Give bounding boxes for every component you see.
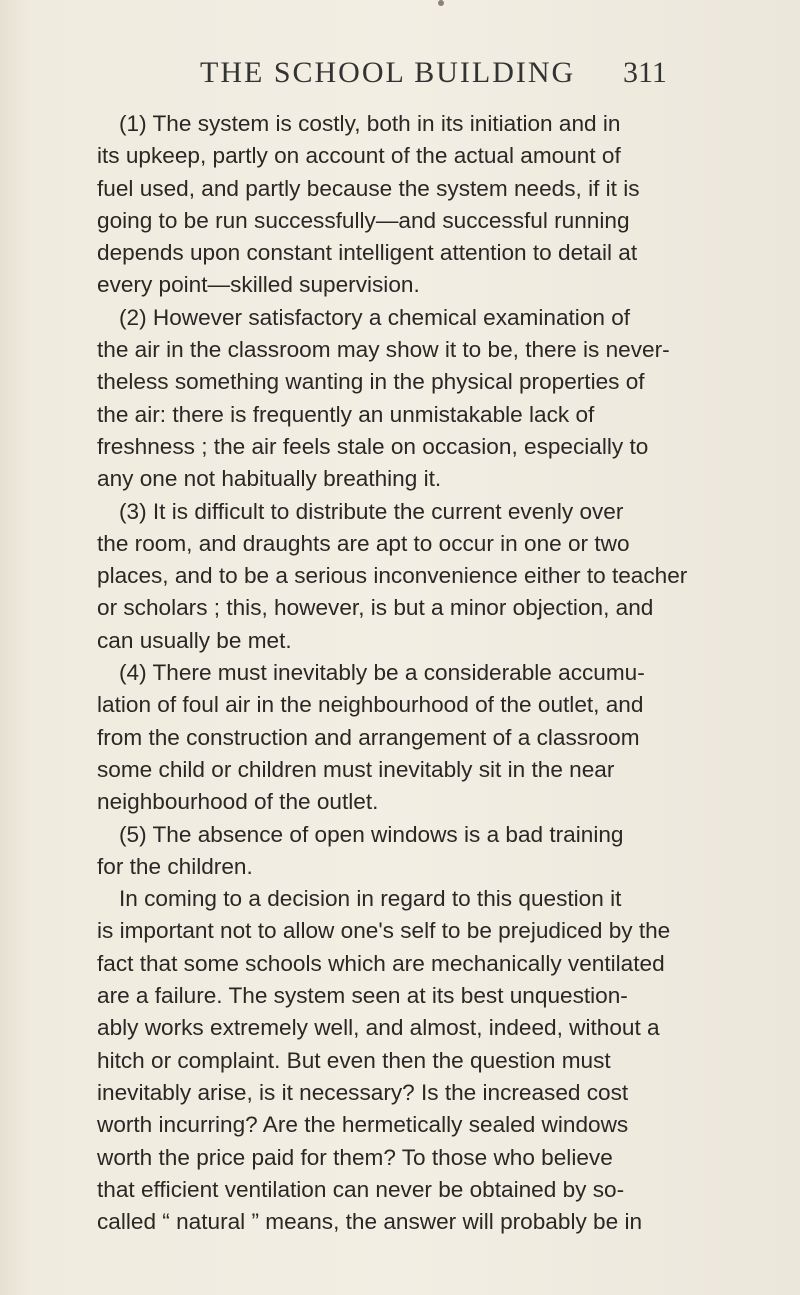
text-line: some child or children must inevitably sit in the near	[97, 756, 615, 782]
text-line: fact that some schools which are mechanically ventilated	[97, 950, 665, 976]
text-line: places, and to be a serious inconvenience either to teacher	[97, 563, 688, 589]
text-line: fuel used, and partly because the system needs, if it is	[97, 175, 640, 201]
text-line: hitch or complaint. But even then the question must	[97, 1047, 611, 1073]
text-line: for the children.	[97, 853, 253, 879]
text-line: worth incurring? Are the hermetically sealed windows	[97, 1112, 629, 1138]
text-line: are a failure. The system seen at its best unquestion-	[97, 983, 628, 1009]
running-title: THE SCHOOL BUILDING	[200, 56, 576, 89]
text-line: called “ natural ” means, the answer will probably be in	[97, 1209, 643, 1235]
page-header	[0, 56, 800, 96]
text-line: from the construction and arrangement of a classroom	[97, 724, 640, 750]
text-line: (4) There must inevitably be a considerable accumu-	[119, 660, 645, 686]
text-line: inevitably arise, is it necessary? Is the increased cost	[97, 1079, 629, 1105]
text-line: is important not to allow one's self to be prejudiced by the	[97, 918, 671, 944]
text-line: (1) The system is costly, both in its initiation and in	[119, 111, 621, 136]
text-line: can usually be met.	[97, 627, 292, 653]
text-line: going to be run successfully—and successful running	[97, 207, 630, 233]
text-line: any one not habitually breathing it.	[97, 466, 442, 492]
text-line: (3) It is difficult to distribute the current evenly over	[119, 498, 624, 524]
text-line: (5) The absence of open windows is a bad training	[119, 821, 624, 847]
text-line: theless something wanting in the physical properties of	[97, 369, 645, 395]
text-line: its upkeep, partly on account of the actual amount of	[97, 143, 621, 169]
body-text	[97, 108, 723, 1238]
print-speck	[438, 0, 444, 6]
page-number: 311	[623, 56, 667, 89]
text-line: the air: there is frequently an unmistakable lack of	[97, 401, 595, 427]
text-line: (2) However satisfactory a chemical examination of	[119, 304, 631, 330]
text-line: worth the price paid for them? To those who believe	[97, 1144, 613, 1170]
text-line: every point—skilled supervision.	[97, 272, 420, 298]
text-line: neighbourhood of the outlet.	[97, 789, 379, 815]
text-line: lation of foul air in the neighbourhood of the outlet, and	[97, 692, 644, 718]
text-line: the room, and draughts are apt to occur in one or two	[97, 530, 630, 556]
text-line: In coming to a decision in regard to this question it	[119, 886, 622, 912]
text-line: depends upon constant intelligent attention to detail at	[97, 240, 638, 266]
text-line: the air in the classroom may show it to be, there is never-	[97, 337, 670, 363]
text-line: or scholars ; this, however, is but a minor objection, and	[97, 595, 654, 621]
text-line: ably works extremely well, and almost, indeed, without a	[97, 1015, 660, 1041]
text-line: freshness ; the air feels stale on occasion, especially to	[97, 433, 649, 459]
text-line: that efficient ventilation can never be obtained by so-	[97, 1176, 625, 1202]
